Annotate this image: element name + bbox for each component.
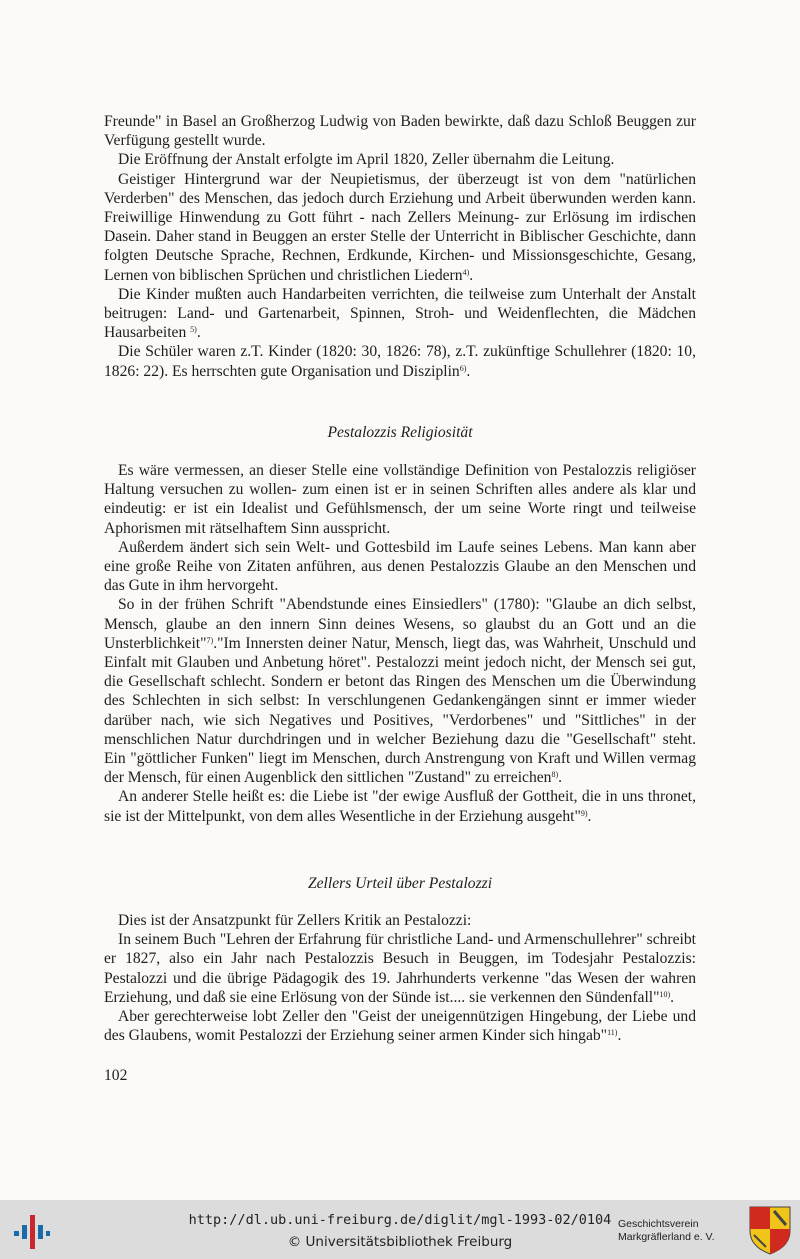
viewer-footer bbox=[0, 1200, 800, 1259]
paragraph: Die Kinder mußten auch Handarbeiten verrichten, die teilweise zum Unterhalt der Anstalt beitrugen: Land- und Gartenarbeit, Spinnen, Stroh- und Weidenflechten, die Mädchen Hausarbeiten $^{5)}$. bbox=[104, 285, 696, 342]
paragraph: Aber gerechterweise lobt Zeller den "Geist der uneigennützigen Hingebung, der Liebe und des Glaubens, womit Pestalozzi der Erziehung seiner armen Kinder sich hingab"$^{11)}$. bbox=[104, 1008, 696, 1045]
permalink-url[interactable]: http://dl.ub.uni-freiburg.de/diglit/mgl-1993-02/0104 bbox=[188, 1212, 612, 1228]
library-logo-icon[interactable] bbox=[12, 1211, 52, 1253]
paragraph: Die Schüler waren z.T. Kinder (1820: 30, 1826: 78), z.T. zukünftige Schullehrer (1820: 10, 1826: 22). Es herrschten gute Organisation und Disziplin$^{6)}$. bbox=[104, 343, 696, 380]
paragraph: Außerdem ändert sich sein Welt- und Gottesbild im Laufe seines Lebens. Man kann aber eine große Reihe von Zitaten anführen, aus denen Pestalozzis Glaube an den Menschen und das Gute in ihm hervorgeht. bbox=[104, 538, 696, 595]
paragraph: Es wäre vermessen, an dieser Stelle eine vollständige Definition von Pestalozzis religiöser Haltung versuchen zu wollen- zum einen ist er in seinen Schriften alles andere als klar und eindeutig: er ist ein Idealist und Gefühlsmensch, der um seine Worte ringt und teilweise Aphorismen mit rätselhaftem Sinn ausspricht. bbox=[104, 462, 696, 537]
paragraph: An anderer Stelle heißt es: die Liebe ist "der ewige Ausfluß der Gottheit, die in uns thronet, sie ist der Mittelpunkt, von dem alles Wesentliche in der Erziehung ausgeht"$^{9)}$. bbox=[104, 788, 696, 825]
copyright-notice: © Universitätsbibliothek Freiburg bbox=[287, 1234, 513, 1250]
paragraph: Dies ist der Ansatzpunkt für Zellers Kritik an Pestalozzi: bbox=[118, 912, 472, 929]
footnote-ref: 6) bbox=[459, 363, 467, 373]
footnote-ref: 11) bbox=[607, 1028, 618, 1038]
paragraph: Geistiger Hintergrund war der Neupietismus, der überzeugt ist von dem "natürlichen Verderben" des Menschen, das jedoch durch Erziehung und Arbeit überwunden werden kann. Freiwillige Hinwendung zu Gott führt - nach Zellers Meinung- zur Erlösung im irdischen Dasein. Daher stand in Beuggen an erster Stelle der Unterricht in Biblischer Geschichte, dann folgten Deutsche Sprache, Rechnen, Erdkunde, Kirchen- und Missionsgeschichte, Gesang, Lernen von biblischen Sprüchen und christlichen Liedern$^{4)}$. bbox=[104, 170, 696, 284]
publisher-name bbox=[618, 1218, 715, 1244]
paragraph: In seinem Buch "Lehren der Erfahrung für christliche Land- und Armenschullehrer" schreibt er 1827, also ein Jahr nach Pestalozzis Besuch in Beuggen, im Todesjahr Pestalozzis: Pestalozzi und die übrige Pädagogik des 19. Jahrhunderts verkenne "das Wesen der wahren Erziehung, und daß sie eine Erlösung von der Sünde ist.... sie verkennen den Sündenfall"$^{10)}$. bbox=[104, 931, 696, 1006]
section-heading: Zellers Urteil über Pestalozzi bbox=[307, 875, 493, 892]
footnote-ref: 8) bbox=[551, 770, 559, 780]
footnote-ref: 4) bbox=[462, 267, 470, 277]
footnote-ref: 9) bbox=[580, 808, 588, 818]
page-number: 102 bbox=[104, 1067, 128, 1084]
section-heading: Pestalozzis Religiosität bbox=[327, 424, 473, 441]
coat-of-arms-icon bbox=[748, 1205, 792, 1255]
section-zeller bbox=[104, 911, 696, 1045]
footnote-ref: 10) bbox=[659, 989, 671, 999]
footnote-ref: 7) bbox=[206, 635, 214, 645]
org-line: Geschichtsverein bbox=[618, 1218, 699, 1230]
org-line: Markgräflerland e. V. bbox=[618, 1231, 715, 1243]
paragraph: So in der frühen Schrift "Abendstunde eines Einsiedlers" (1780): "Glaube an dich selbst, Mensch, glaube an den innern Sinn deines Wesens, so glaubst du an Gott und an die Unsterblichkeit"$^{7)}$."Im Innersten deiner Natur, Mensch, liegt das, was Wahrheit, Unschuld und Einfalt mit Glauben und Anbetung höret". Pestalozzi meint jedoch nicht, der Mensch sei gut, die Gesellschaft schlecht. Sondern er betont das Ringen des Menschen um die Überwindung des Schlechten in sich selbst: In verschlungenen Gedankengängen sinnt er immer wieder darüber nach, wie sich Negatives und Positives, "Verdorbenes" und "Sittliches" in der menschlichen Natur durchdringen und in welcher Beziehung dazu die "Gesellschaft" steht. Ein "göttlicher Funken" liegt im Menschen, durch Anstrengung von Kraft und Willen vermag der Mensch, für einen Augenblick den sittlichen "Zustand" zu erreichen$^{8)}$. bbox=[104, 596, 696, 787]
paragraph: Die Eröffnung der Anstalt erfolgte im April 1820, Zeller übernahm die Leitung. bbox=[118, 151, 615, 169]
footnote-ref: 5) bbox=[190, 325, 197, 335]
section-religiositaet bbox=[104, 461, 696, 826]
intro-text bbox=[104, 112, 696, 381]
paragraph: Freunde" in Basel an Großherzog Ludwig von Baden bewirkte, daß dazu Schloß Beuggen zur Verfügung gestellt wurde. bbox=[104, 113, 696, 150]
